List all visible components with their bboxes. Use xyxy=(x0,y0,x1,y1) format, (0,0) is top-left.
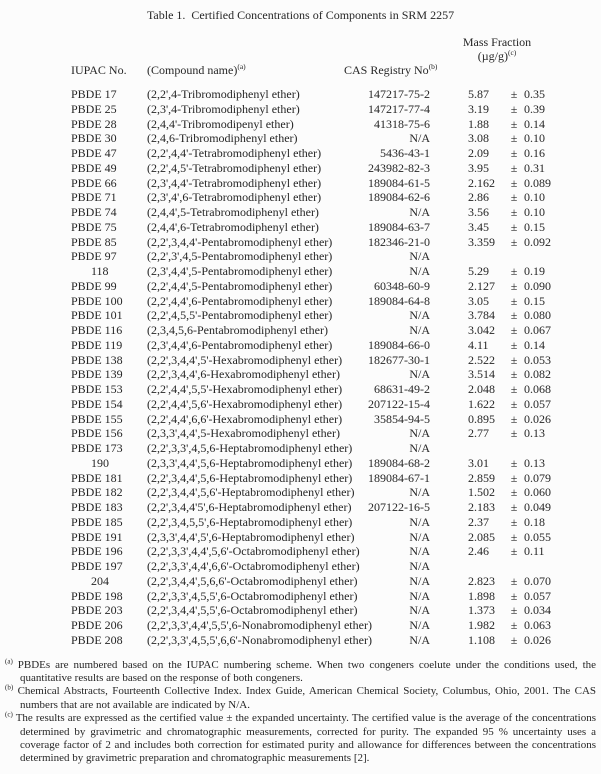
compound-name: (2,3',4,4',5-Pentabromodiphenyl ether) xyxy=(147,264,333,278)
cas-number: N/A xyxy=(409,514,430,529)
compound-name: (2,2',3,4,4',5,6'-Heptabromodiphenyl ether) xyxy=(147,485,355,500)
uncertainty-value: 0.11 xyxy=(524,544,545,559)
mass-fraction-value: 2.127 xyxy=(468,278,495,293)
compound-name: (2,2',3,4,4',5'-Hexabromodiphenyl ether) xyxy=(147,352,343,367)
cas-number: N/A xyxy=(409,323,430,337)
iupac-no: PBDE 196 xyxy=(71,544,123,559)
table-row xyxy=(71,294,601,309)
table-row xyxy=(71,235,601,250)
mass-fraction-value: 2.37 xyxy=(468,514,489,529)
plus-minus-sign: ± xyxy=(510,308,518,323)
plus-minus-sign: ± xyxy=(510,514,518,529)
uncertainty-value: 0.10 xyxy=(524,190,545,205)
iupac-no: PBDE 119 xyxy=(71,337,123,352)
uncertainty-value: 0.092 xyxy=(524,234,551,249)
compound-name: (2,2',3,3',4,4',5,5',6-Nonabromodiphenyl ether) xyxy=(147,618,372,632)
cas-number: 189084-66-0 xyxy=(368,337,430,352)
table-row xyxy=(71,382,601,397)
uncertainty-value: 0.14 xyxy=(524,116,545,131)
table-row xyxy=(71,471,601,486)
uncertainty-value: 0.10 xyxy=(524,131,545,146)
compound-name: (2,2',3,3',4,5,5',6,6'-Nonabromodiphenyl ether) xyxy=(147,632,372,647)
cas-number: N/A xyxy=(409,264,430,278)
uncertainty-value xyxy=(523,441,574,456)
footnote xyxy=(5,712,596,766)
mass-fraction-value xyxy=(468,249,505,264)
cas-number: N/A xyxy=(409,485,430,500)
cas-number: N/A xyxy=(409,618,430,632)
uncertainty-value: 0.089 xyxy=(524,175,551,190)
table-row xyxy=(71,367,601,382)
table-row xyxy=(71,279,601,294)
table-row xyxy=(71,618,601,633)
table-row xyxy=(71,485,601,500)
mass-fraction-value: 5.87 xyxy=(468,87,489,101)
plus-minus-sign: ± xyxy=(510,470,518,485)
iupac-no: PBDE 49 xyxy=(71,160,117,175)
plus-minus-sign: ± xyxy=(510,116,518,131)
cas-number: 189084-62-6 xyxy=(368,190,430,205)
table-row xyxy=(71,544,601,559)
mass-fraction-value: 1.373 xyxy=(468,603,495,618)
table-header xyxy=(71,23,601,81)
cas-number: N/A xyxy=(409,603,430,618)
plus-minus-sign: ± xyxy=(510,219,518,234)
certified-concentrations-table xyxy=(71,23,601,648)
compound-name: (2,4,4',6-Tetrabromodiphenyl ether) xyxy=(147,219,319,234)
mass-fraction-value: 2.823 xyxy=(468,573,495,588)
table-row xyxy=(71,456,601,471)
uncertainty-value: 0.070 xyxy=(524,573,551,588)
iupac-no: PBDE 138 xyxy=(71,352,123,367)
plus-minus-sign: ± xyxy=(510,500,518,514)
iupac-no: PBDE 97 xyxy=(71,249,117,264)
table-row xyxy=(71,441,601,456)
footnote-ref-a: (a) xyxy=(237,62,246,71)
cas-number: N/A xyxy=(409,367,430,382)
table-row xyxy=(71,500,601,515)
uncertainty-value: 0.057 xyxy=(524,396,551,411)
compound-name: (2,2',3,4,4'-Pentabromodiphenyl ether) xyxy=(147,234,333,249)
plus-minus-sign: ± xyxy=(510,367,518,382)
table-row xyxy=(71,190,601,205)
plus-minus-sign: ± xyxy=(510,588,518,603)
cas-number: 207122-16-5 xyxy=(368,500,430,514)
compound-name: (2,2',3,4,4',6-Hexabromodiphenyl ether) xyxy=(147,367,340,382)
plus-minus-sign: ± xyxy=(510,632,518,647)
cas-number: 182677-30-1 xyxy=(368,352,430,367)
plus-minus-sign: ± xyxy=(510,337,518,352)
table-row xyxy=(71,426,601,441)
cas-number: N/A xyxy=(409,559,430,573)
iupac-no: PBDE 181 xyxy=(71,470,123,485)
iupac-no: PBDE 28 xyxy=(71,116,117,131)
uncertainty-value: 0.055 xyxy=(524,529,551,544)
compound-name: (2,2',3,3',4,5,5',6-Octabromodiphenyl ether) xyxy=(147,588,358,603)
table-row xyxy=(71,530,601,545)
uncertainty-value: 0.31 xyxy=(524,160,545,175)
mass-fraction-value: 1.502 xyxy=(468,485,495,500)
plus-minus-sign xyxy=(505,559,523,574)
cas-number: 147217-77-4 xyxy=(368,101,430,116)
table-row xyxy=(71,176,601,191)
cas-number: N/A xyxy=(409,632,430,647)
iupac-no: PBDE 47 xyxy=(71,146,117,160)
compound-name: (2,3,3',4,4',5',6-Heptabromodiphenyl ether) xyxy=(147,529,355,544)
uncertainty-value xyxy=(523,249,574,264)
table-title: Table 1. Certified Concentrations of Components in SRM 2257 xyxy=(146,8,455,22)
plus-minus-sign: ± xyxy=(510,323,518,337)
footnote-marker: (c) xyxy=(5,710,13,719)
uncertainty-value: 0.39 xyxy=(524,101,545,116)
uncertainty-value: 0.080 xyxy=(524,308,551,323)
table-row xyxy=(71,220,601,235)
cas-number: 189084-67-1 xyxy=(368,470,430,485)
plus-minus-sign: ± xyxy=(510,382,518,396)
iupac-no: PBDE 66 xyxy=(71,175,117,190)
uncertainty-value: 0.049 xyxy=(524,500,551,514)
table-row xyxy=(71,397,601,412)
iupac-no: PBDE 74 xyxy=(71,205,117,219)
compound-name: (2,2',4,4'-Tetrabromodiphenyl ether) xyxy=(147,146,322,160)
plus-minus-sign: ± xyxy=(510,411,518,426)
table-row xyxy=(71,264,601,279)
uncertainty-value: 0.19 xyxy=(524,264,545,278)
cas-number: N/A xyxy=(409,308,430,323)
table-row xyxy=(71,338,601,353)
table-row xyxy=(71,146,601,161)
uncertainty-value: 0.067 xyxy=(524,323,551,337)
footnote-text: PBDEs are numbered based on the IUPAC numbering scheme. When two congeners coelute under the conditions used, the quantitative results are based on the response of both congeners. xyxy=(17,658,597,684)
compound-name: (2,2',3,4,4',5,5',6-Octabromodiphenyl ether) xyxy=(147,603,358,618)
cas-number: 68631-49-2 xyxy=(374,382,430,396)
cas-number: N/A xyxy=(409,205,430,219)
plus-minus-sign xyxy=(505,249,523,264)
iupac-no: 190 xyxy=(91,455,109,470)
uncertainty-value: 0.068 xyxy=(524,382,551,396)
cas-number: N/A xyxy=(409,529,430,544)
plus-minus-sign: ± xyxy=(510,426,518,441)
mass-fraction-value: 3.01 xyxy=(468,455,489,470)
compound-name: (2,2',4-Tribromodiphenyl ether) xyxy=(147,87,300,101)
iupac-no: PBDE 30 xyxy=(71,131,117,146)
compound-name: (2,2',3,3',4,4',5,6'-Octabromodiphenyl ether) xyxy=(147,544,360,559)
cas-number: N/A xyxy=(409,441,430,455)
footnote-ref-b: (b) xyxy=(428,62,438,71)
mass-fraction-value: 2.86 xyxy=(468,190,489,205)
iupac-no: PBDE 173 xyxy=(71,441,123,455)
iupac-no: PBDE 71 xyxy=(71,190,117,205)
cas-number: 41318-75-6 xyxy=(374,116,430,131)
plus-minus-sign: ± xyxy=(510,205,518,219)
uncertainty-value: 0.13 xyxy=(524,426,545,441)
iupac-no: PBDE 85 xyxy=(71,234,117,249)
cas-number: N/A xyxy=(409,544,430,559)
iupac-no: PBDE 153 xyxy=(71,382,123,396)
table-row xyxy=(71,102,601,117)
iupac-no: 204 xyxy=(91,573,109,588)
plus-minus-sign: ± xyxy=(510,396,518,411)
iupac-no: PBDE 197 xyxy=(71,559,123,573)
header-compound-name: (Compound name)$^{(a)}$ xyxy=(147,62,246,77)
footnote-text: Chemical Abstracts, Fourteenth Collective Index. Index Guide, American Chemical Society, Columbus, Ohio, 2001. The CAS numbers that are not available are indicated by N/A. xyxy=(17,685,597,711)
cas-number: 189084-63-7 xyxy=(368,219,430,234)
iupac-no: PBDE 198 xyxy=(71,588,123,603)
plus-minus-sign: ± xyxy=(510,485,518,500)
mass-fraction-value: 2.162 xyxy=(468,175,495,190)
cas-number: N/A xyxy=(409,573,430,588)
uncertainty-value: 0.14 xyxy=(524,337,545,352)
table-row xyxy=(71,117,601,132)
plus-minus-sign: ± xyxy=(510,544,518,559)
compound-name: (2,2',4,4',5,5'-Hexabromodiphenyl ether) xyxy=(147,382,343,396)
plus-minus-sign: ± xyxy=(510,264,518,278)
uncertainty-value: 0.026 xyxy=(524,632,551,647)
cas-number: 189084-64-8 xyxy=(368,293,430,308)
iupac-no: PBDE 208 xyxy=(71,632,123,647)
cas-number: 147217-75-2 xyxy=(368,87,430,101)
plus-minus-sign: ± xyxy=(510,160,518,175)
mass-fraction-value: 2.46 xyxy=(468,544,489,559)
uncertainty-value: 0.034 xyxy=(524,603,551,618)
mass-fraction-value: 3.042 xyxy=(468,323,495,337)
header-iupac-no: IUPAC No. xyxy=(71,63,127,77)
compound-name: (2,4,6-Tribromodiphenyl ether) xyxy=(147,131,298,146)
table-row xyxy=(71,323,601,338)
plus-minus-sign: ± xyxy=(510,190,518,205)
mass-fraction-value: 1.108 xyxy=(468,632,495,647)
plus-minus-sign: ± xyxy=(510,529,518,544)
plus-minus-sign: ± xyxy=(510,603,518,618)
plus-minus-sign: ± xyxy=(510,455,518,470)
cas-number: 207122-15-4 xyxy=(368,396,430,411)
iupac-no: PBDE 191 xyxy=(71,529,123,544)
footnote-marker: (a) xyxy=(5,656,13,665)
cas-number: N/A xyxy=(409,249,430,264)
footnotes xyxy=(5,656,597,766)
table-row xyxy=(71,205,601,220)
plus-minus-sign: ± xyxy=(510,293,518,308)
compound-name: (2,2',3,3',4,5,6-Heptabromodiphenyl ether) xyxy=(147,441,353,455)
cas-number: 60348-60-9 xyxy=(374,278,430,293)
mass-fraction-value: 3.56 xyxy=(468,205,489,219)
iupac-no: PBDE 100 xyxy=(71,293,123,308)
footnote xyxy=(5,656,597,686)
plus-minus-sign: ± xyxy=(510,175,518,190)
mass-fraction-value: 3.95 xyxy=(468,160,489,175)
footnote-text: The results are expressed as the certified value ± the expanded uncertainty. The certified value is the average of the concentrations determined by gravimetric and chromatographic measurements, corrected for purity. The expanded 95 % uncertainty uses a coverage factor of 2 and includes both correction for estimated purity and allowance for differences between the concentrations determined by gravimetric preparation and chromatographic measurements [2]. xyxy=(15,712,596,765)
cas-number: 189084-61-5 xyxy=(368,175,430,190)
mass-fraction-value: 2.859 xyxy=(468,470,495,485)
uncertainty-value: 0.13 xyxy=(524,455,545,470)
compound-name: (2,3',4,4'-Tetrabromodiphenyl ether) xyxy=(147,175,322,190)
iupac-no: PBDE 185 xyxy=(71,514,123,529)
uncertainty-value: 0.10 xyxy=(524,205,545,219)
uncertainty-value: 0.026 xyxy=(524,411,551,426)
mass-fraction-value: 1.898 xyxy=(468,588,495,603)
plus-minus-sign: ± xyxy=(510,573,518,588)
compound-name: (2,3',4-Tribromodiphenyl ether) xyxy=(147,101,300,116)
compound-name: (2,2',4,5'-Tetrabromodiphenyl ether) xyxy=(147,160,322,175)
compound-name: (2,3,3',4,4',5,6-Heptabromodiphenyl ether) xyxy=(147,455,353,470)
uncertainty-value: 0.18 xyxy=(524,514,545,529)
compound-name: (2,2',4,5,5'-Pentabromodiphenyl ether) xyxy=(147,308,333,323)
plus-minus-sign: ± xyxy=(510,131,518,146)
compound-name: (2,2',3,4,4'5',6-Heptabromodiphenyl ether) xyxy=(147,500,352,514)
compound-name: (2,2',3,4,4',5,6-Heptabromodiphenyl ether) xyxy=(147,470,353,485)
cas-number: N/A xyxy=(409,588,430,603)
iupac-no: PBDE 183 xyxy=(71,500,123,514)
table-row xyxy=(71,574,601,589)
footnote-marker: (b) xyxy=(5,683,14,692)
uncertainty-value: 0.079 xyxy=(524,470,551,485)
plus-minus-sign: ± xyxy=(510,352,518,367)
mass-fraction-value: 1.982 xyxy=(468,618,495,632)
mass-fraction-value: 1.88 xyxy=(468,116,489,131)
mass-fraction-value: 4.11 xyxy=(468,337,489,352)
table-row xyxy=(71,603,601,618)
compound-name: (2,2',3,4,5,5',6-Heptabromodiphenyl ether) xyxy=(147,514,353,529)
table-row xyxy=(71,515,601,530)
cas-number: N/A xyxy=(409,131,430,146)
compound-name: (2,3,4,5,6-Pentabromodiphenyl ether) xyxy=(147,323,328,337)
cas-number: N/A xyxy=(409,426,430,441)
plus-minus-sign: ± xyxy=(510,618,518,632)
plus-minus-sign: ± xyxy=(510,146,518,160)
uncertainty-value: 0.35 xyxy=(524,87,545,101)
mass-fraction-value: 3.784 xyxy=(468,308,495,323)
iupac-no: PBDE 155 xyxy=(71,411,123,426)
header-mass-fraction-units: $(\mu g/g)^{(c)}$ xyxy=(477,48,517,63)
compound-name: (2,3',4',6-Tetrabromodiphenyl ether) xyxy=(147,190,322,205)
mass-fraction-value: 3.08 xyxy=(468,131,489,146)
plus-minus-sign: ± xyxy=(510,234,518,249)
footnote xyxy=(5,685,596,712)
mass-fraction-value xyxy=(468,559,505,574)
cas-number: 5436-43-1 xyxy=(380,146,430,160)
table-row xyxy=(71,249,601,264)
uncertainty-value: 0.053 xyxy=(524,352,551,367)
uncertainty-value: 0.16 xyxy=(524,146,545,160)
mass-fraction-value: 1.622 xyxy=(468,396,495,411)
mass-fraction-value: 0.895 xyxy=(468,411,495,426)
cas-number: 35854-94-5 xyxy=(374,411,430,426)
footnote-ref-c: (c) xyxy=(507,48,517,57)
header-cas-registry-no: CAS Registry No$^{(b)}$ xyxy=(344,62,438,77)
table-row xyxy=(71,308,601,323)
iupac-no: PBDE 139 xyxy=(71,367,123,382)
iupac-no: PBDE 99 xyxy=(71,278,117,293)
mass-fraction-value: 3.359 xyxy=(468,234,495,249)
uncertainty-value: 0.090 xyxy=(524,278,551,293)
uncertainty-value: 0.082 xyxy=(524,367,551,382)
table-body xyxy=(71,87,601,648)
plus-minus-sign: ± xyxy=(510,278,518,293)
uncertainty-value xyxy=(523,559,574,574)
table-row xyxy=(71,161,601,176)
cas-number: 182346-21-0 xyxy=(368,234,430,249)
mass-fraction-value: 3.05 xyxy=(468,293,489,308)
iupac-no: PBDE 17 xyxy=(71,87,117,101)
iupac-no: PBDE 75 xyxy=(71,219,117,234)
table-row xyxy=(71,589,601,604)
iupac-no: PBDE 116 xyxy=(71,323,123,337)
mass-fraction-value: 2.085 xyxy=(468,529,495,544)
plus-minus-sign: ± xyxy=(510,87,518,101)
compound-name: (2,2',3,3',4,4',6,6'-Octabromodiphenyl ether) xyxy=(147,559,360,573)
mass-fraction-value: 3.19 xyxy=(468,101,489,116)
uncertainty-value: 0.060 xyxy=(524,485,551,500)
iupac-no: PBDE 156 xyxy=(71,426,123,441)
iupac-no: PBDE 101 xyxy=(71,308,123,323)
compound-name: (2,4,4'-Tribromodipenyl ether) xyxy=(147,116,294,131)
compound-name: (2,2',3,4,4',5,6,6'-Octabromodiphenyl ether) xyxy=(147,573,358,588)
table-row xyxy=(71,412,601,427)
uncertainty-value: 0.15 xyxy=(524,219,545,234)
mass-fraction-value: 2.048 xyxy=(468,382,495,396)
compound-name: (2,2',3',4,5-Pentabromodiphenyl ether) xyxy=(147,249,333,264)
mass-fraction-value: 2.09 xyxy=(468,146,489,160)
mass-fraction-value: 2.183 xyxy=(468,500,495,514)
table-row xyxy=(71,131,601,146)
compound-name: (2,3',4,4',6-Pentabromodiphenyl ether) xyxy=(147,337,333,352)
uncertainty-value: 0.057 xyxy=(524,588,551,603)
header-mass-fraction: Mass Fraction xyxy=(462,35,532,49)
compound-name: (2,4,4',5-Tetrabromodiphenyl ether) xyxy=(147,205,319,219)
iupac-no: PBDE 154 xyxy=(71,396,123,411)
uncertainty-value: 0.063 xyxy=(524,618,551,632)
plus-minus-sign xyxy=(505,441,523,456)
cas-number: 189084-68-2 xyxy=(368,455,430,470)
iupac-no: PBDE 25 xyxy=(71,101,117,116)
compound-name: (2,2',4,4',6,6'-Hexabromodiphenyl ether) xyxy=(147,411,343,426)
mass-fraction-value xyxy=(468,441,505,456)
table-row xyxy=(71,559,601,574)
plus-minus-sign: ± xyxy=(510,101,518,116)
compound-name: (2,3,3',4,4',5-Hexabromodiphenyl ether) xyxy=(147,426,340,441)
iupac-no: PBDE 203 xyxy=(71,603,123,618)
table-row xyxy=(71,353,601,368)
mass-fraction-value: 5.29 xyxy=(468,264,489,278)
compound-name: (2,2',4,4',5,6'-Hexabromodiphenyl ether) xyxy=(147,396,343,411)
compound-name: (2,2',4,4',5-Pentabromodiphenyl ether) xyxy=(147,278,333,293)
mass-fraction-value: 3.514 xyxy=(468,367,495,382)
iupac-no: PBDE 206 xyxy=(71,618,123,632)
uncertainty-value: 0.15 xyxy=(524,293,545,308)
compound-name: (2,2',4,4',6-Pentabromodiphenyl ether) xyxy=(147,293,333,308)
mass-fraction-value: 3.45 xyxy=(468,219,489,234)
mass-fraction-value: 2.77 xyxy=(468,426,489,441)
table-row xyxy=(71,87,601,102)
mass-fraction-value: 2.522 xyxy=(468,352,495,367)
iupac-no: 118 xyxy=(91,264,109,278)
iupac-no: PBDE 182 xyxy=(71,485,123,500)
cas-number: 243982-82-3 xyxy=(368,160,430,175)
table-row xyxy=(71,633,601,648)
